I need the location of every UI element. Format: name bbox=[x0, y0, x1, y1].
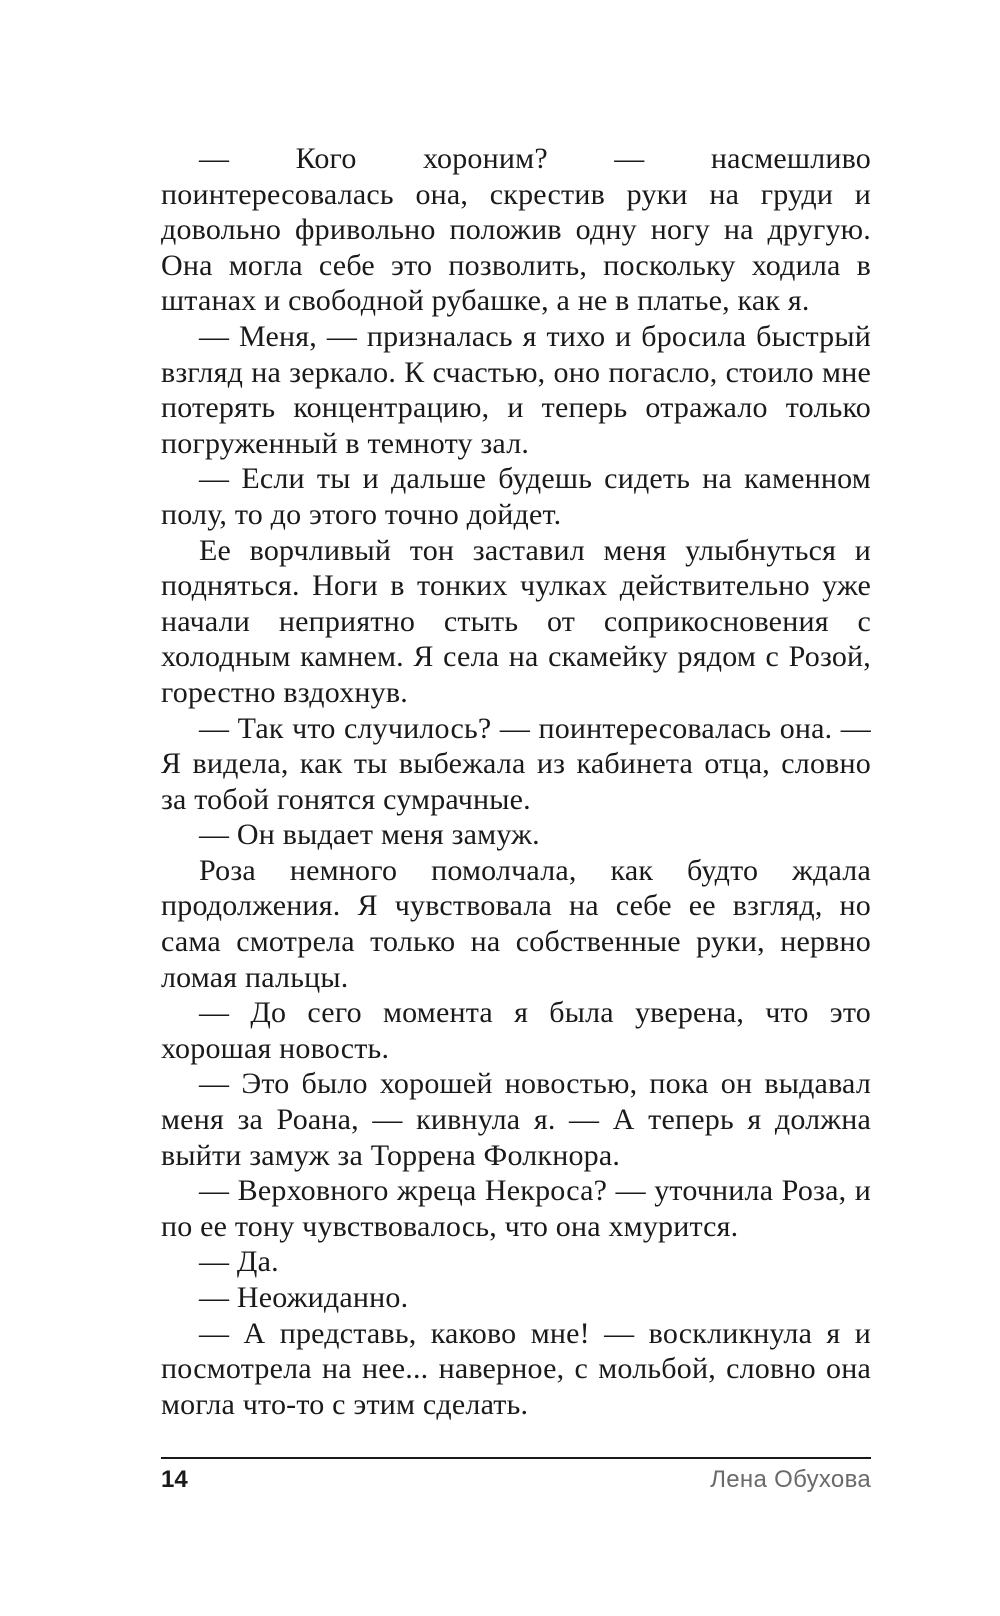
running-author: Лена Обухова bbox=[710, 1466, 871, 1493]
footer-divider bbox=[161, 1457, 871, 1459]
paragraph: — Кого хороним? — насмешливо поинтересовалась она, скрестив руки на груди и довольно фривольно положив одну ногу на другую. Она могла себе это позволить, поскольку ходила в штанах и свободной рубашке, а не в платье, как я. bbox=[161, 142, 871, 318]
paragraph: — Он выдает меня замуж. bbox=[199, 818, 540, 852]
paragraph: — Верховного жреца Некроса? — уточнила Роза, и по ее тону чувствовалось, что она хмурится. bbox=[161, 1174, 871, 1243]
paragraph: — Да. bbox=[199, 1245, 279, 1279]
paragraph: — Неожиданно. bbox=[199, 1281, 409, 1314]
paragraph: — До сего момента я была уверена, что это хорошая новость. bbox=[161, 996, 871, 1065]
paragraph: — Это было хорошей новостью, пока он выдавал меня за Роана, — кивнула я. — А теперь я должна выйти замуж за Торрена Фолкнора. bbox=[161, 1067, 871, 1172]
paragraph: — Так что случилось? — поинтересовалась она. — Я видела, как ты выбежала из кабинета отца, словно за тобой гонятся сумрачные. bbox=[161, 711, 871, 816]
page-number: 14 bbox=[161, 1466, 188, 1493]
paragraph: — Если ты и дальше будешь сидеть на каменном полу, то до этого точно дойдет. bbox=[161, 462, 871, 531]
paragraph: Роза немного помолчала, как будто ждала продолжения. Я чувствовала на себе ее взгляд, но сама смотрела только на собственные руки, нервно ломая пальцы. bbox=[161, 853, 871, 994]
body-text bbox=[161, 141, 871, 1422]
paragraph: Ее ворчливый тон заставил меня улыбнуться и подняться. Ноги в тонких чулках действительно уже начали неприятно стыть от соприкосновения с холодным камнем. Я села на скамейку рядом с Розой, горестно вздохнув. bbox=[161, 533, 871, 709]
paragraph: — Меня, — призналась я тихо и бросила быстрый взгляд на зеркало. К счастью, оно погасло, стоило мне потерять концентрацию, и теперь отражало только погруженный в темноту зал. bbox=[161, 319, 871, 460]
paragraph: — А представь, каково мне! — воскликнула я и посмотрела на нее... наверное, с мольбой, словно она могла что-то с этим сделать. bbox=[161, 1316, 871, 1421]
